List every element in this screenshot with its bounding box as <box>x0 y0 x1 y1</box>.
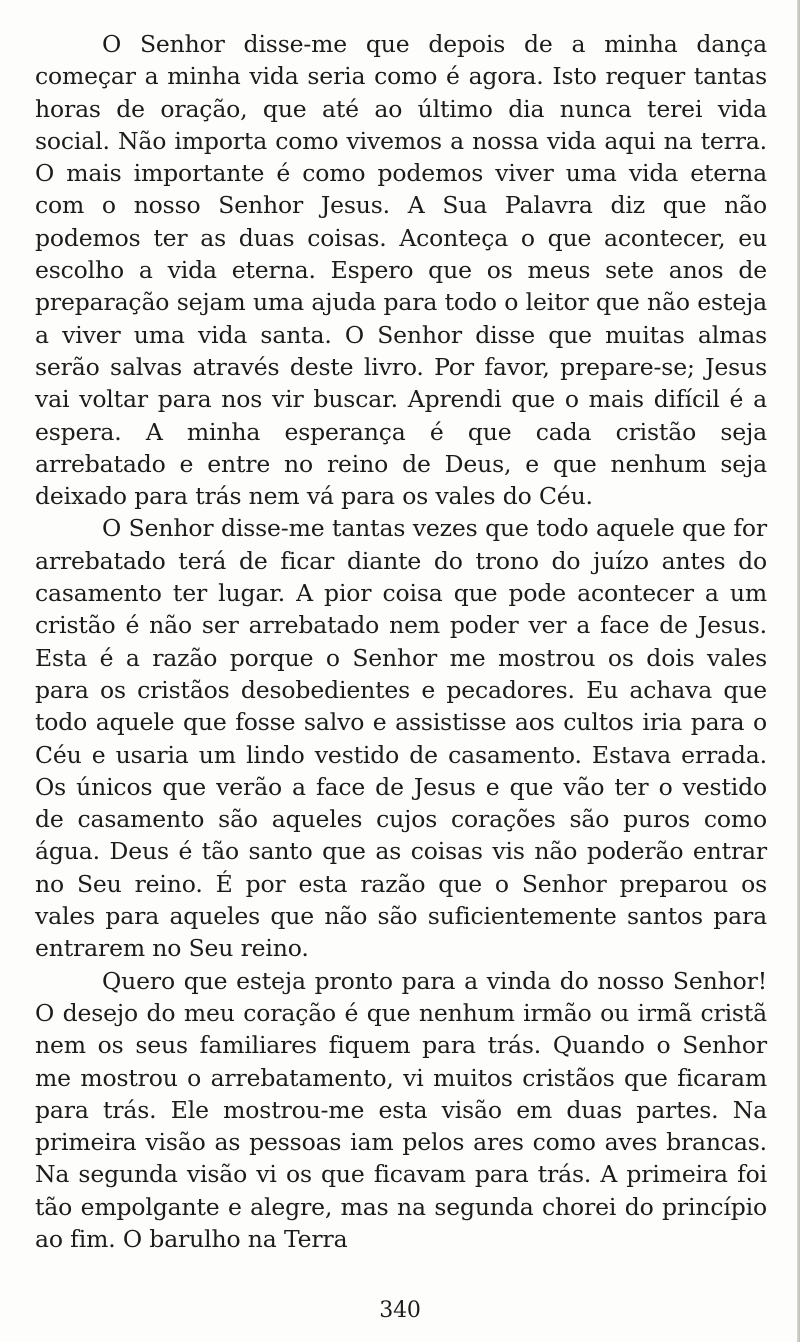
paragraph-1: O Senhor disse-me que depois de a minha dança começar a minha vida seria como é agora. Isto requer tantas horas de oração, que até ao último dia nunca terei vida social. Não importa como vivemos a nossa vida aqui na terra. O mais importante é como podemos viver uma vida eterna com o nosso Senhor Jesus. A Sua Palavra diz que não podemos ter as duas coisas. Aconteça o que acontecer, eu escolho a vida eterna. Espero que os meus sete anos de preparação sejam uma ajuda para todo o leitor que não esteja a viver uma vida santa. O Senhor disse que muitas almas serão salvas através deste livro. Por favor, prepare-se; Jesus vai voltar para nos vir buscar. Aprendi que o mais difícil é a espera. A minha esperança é que cada cristão seja arrebatado e entre no reino de Deus, e que nenhum seja deixado para trás nem vá para os vales do Céu. <box>35 30 767 511</box>
paragraph-3: Quero que esteja pronto para a vinda do nosso Senhor! O desejo do meu coração é que nenhum irmão ou irmã cristã nem os seus familiares fiquem para trás. Quando o Senhor me mostrou o arrebatamento, vi muitos cristãos que ficaram para trás. Ele mostrou-me esta visão em duas partes. Na primeira visão as pessoas iam pelos ares como aves brancas. Na segunda visão vi os que ficavam para trás. A primeira foi tão empolgante e alegre, mas na segunda chorei do princípio ao fim. O barulho na Terra <box>35 966 767 1253</box>
paragraph-2: O Senhor disse-me tantas vezes que todo aquele que for arrebatado terá de ficar diante do trono do juízo antes do casamento ter lugar. A pior coisa que pode acontecer a um cristão é não ser arrebatado nem poder ver a face de Jesus. Esta é a razão porque o Senhor me mostrou os dois vales para os cristãos desobedientes e pecadores. Eu achava que todo aquele que fosse salvo e assistisse aos cultos iria para o Céu e usaria um lindo vestido de casamento. Estava errada. Os únicos que verão a face de Jesus e que vão ter o vestido de casamento são aqueles cujos corações são puros como água. Deus é tão santo que as coisas vis não poderão entrar no Seu reino. É por esta razão que o Senhor preparou os vales para aqueles que não são suficientemente santos para entrarem no Seu reino. <box>35 514 767 963</box>
page-number: 340 <box>379 1298 421 1323</box>
